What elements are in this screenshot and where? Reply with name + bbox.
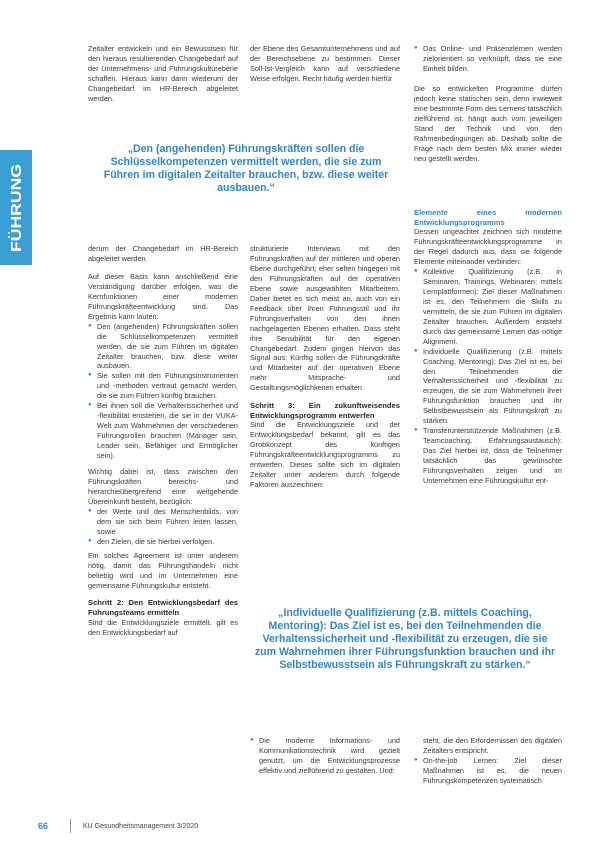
pull-quote-2: „Individuelle Qualifizierung (z.B. mittels Coaching, Mentoring): Das Ziel ist es, bei den Teilnehmenden die Verhaltenssicherheit und -flexibilität zu erzeugen, die sie zum Wahrnehmen ihrer Führungsfunktion brauchen und ihr Selbstbewusstsein als Führungskraft zu stärken.“ — [254, 607, 556, 671]
col1-continued: derum der Changebedarf im HR-Bereich abgeleitet werden. — [88, 244, 238, 263]
top-col2-text: der Ebene des Gesamtunternehmens und auf der Bereichsebene zu bestimmen. Dieser Soll-Ist-Vergleich kann auf verschiedene Weise erfolgen. Recht häufig werden hierfür — [250, 44, 400, 83]
top-col3-bullet: ● Das Online- und Präsenzlernen werden zielorientiert so verknüpft, dass sie eine Einheit bilden. — [414, 44, 562, 74]
col2-paragraph-1: strukturierte Interviews mit den Führungskräften auf der mittleren und oberen Ebene durchgeführt; eher selten hingegen mit den Führungskräften auf der operativen Ebene sowie ausgewählten Mitarbeitern. Daher bietet es sich meist an, auch von ein Feedback über ihren Führungsstil und ihr Führungsverhalten von den ihnen nachgelagerten Ebenen erhalten. Dass steht ihre Sensibilität für den eigenen Changebedarf. Zudem gingen hiervon das Signal aus: Künftig sollen die Führungskräfte und Mitarbeiter auf der operativen Ebene mehr Mitsprache- und Gestaltungsmöglichkeiten erhalten. — [250, 244, 400, 393]
col3-bullet: ● Kollektive Qualifizierung (z.B. in Seminaren, Trainings, Webinaren; mittels Lernplattformen): Ziel dieser Maßnahmen ist es, den Teilnehmern die Skills zu vermitteln, die sie zum Führen im digitalen Zeitalter brauchen. Außerdem entsteht durch das gemeinsame Lernen das nötige Alignment. — [414, 267, 562, 347]
col1-heading-step2: Schritt 2: Den Entwicklungsbedarf des Führungsteams ermitteln — [88, 598, 238, 618]
column-3-bottom — [414, 736, 562, 790]
pull-quote-1: „Den (angehenden) Führungskräften sollen die Schlüsselkompetenzen vermittelt werden, die sie zum Führen im digitalen Zeitalter brauchen, bzw. diese weiter ausbauen.“ — [103, 143, 389, 194]
top-column-2 — [250, 44, 400, 84]
top-col1-text: Zeitalter entwickeln und ein Bewusstsein für den hieraus resultierenden Changebedarf auf der Unternehmens- und Führungskulturebene schaffen. Hieraus kann dann wiederum der Changebedarf im HR-Bereich abgeleitet werden. — [88, 44, 238, 103]
top-column-1 — [88, 44, 238, 103]
col1-bullets-2 — [88, 507, 238, 547]
col3-bullet: ● Transferunterstützende Maßnahmen (z.B. Teamcoaching, Erfahrungsaustausch): Das Ziel hierbei ist, dass die Teilnehmer tatsächlich das gewünschte Führungsverhalten zeigen und im Unternehmen eine Führungskultur ent- — [414, 426, 562, 486]
top-column-3 — [414, 44, 562, 171]
col1-bullet: ● den Zielen, die sie hierbei verfolgen. — [88, 537, 238, 547]
col3-bottom-bullet: ● On-the-job Lernen: Ziel dieser Maßnahmen ist es, die neuen Führungskompetenzen systematisch — [414, 756, 562, 786]
col2-bullet: ● Die moderne Informations- und Kommunikationstechnik wird gezielt genutzt, um die Entwicklungsprozesse effektiv und zielführend zu gestalten. Und: — [250, 736, 400, 776]
col2-bullets — [250, 736, 400, 776]
col3-bottom-bullets — [414, 756, 562, 786]
col2-paragraph-2: Sind die Entwicklungsziele und der Entwicklungsbedarf bekannt, gilt es das Grobkonzept des künftigen Führungskräfteentwicklungsprogramms zu entwerfen. Dieses sollte sich im digitalen Zeitalter unter anderem durch folgende Faktoren auszeichnen: — [250, 420, 400, 490]
footer-divider — [70, 819, 71, 833]
col1-paragraph-2: Wichtig dabei ist, dass zwischen den Führungskräften bereichs- und hierarchieübergreifend eine weitgehende Übereinkunft besteht, bezüglich: — [88, 467, 238, 506]
column-2-bottom — [250, 736, 400, 780]
col1-bullet: ● Sie sollen mit den Führungsinstrumenten und -methoden vertraut gemacht werden, die sie zum Führen künftig brauchen. — [88, 371, 238, 401]
col1-bullet: ● Bei ihnen soll die Verhaltenssicherheit und -flexibilität entstehen, die sie in der VUKA-Welt zum Wahrnehmen der verschiedenen Führungsrollen brauchen (Manager sein, Leader sein, Befähiger und Ermöglicher sein). — [88, 401, 238, 461]
col1-paragraph-3: Ein solches Agreement ist unter anderem nötig, damit das Führungshandeln nicht beliebig wird und im Unternehmen eine gemeinsame Führungskultur entsteht. — [88, 550, 238, 590]
col3-bullets — [414, 267, 562, 486]
magazine-title: KU Gesundheitsmanagement 3/2020 — [83, 823, 199, 830]
col3-bottom-paragraph: steht, die den Erfordernissen des digitalen Zeitalters entspricht. — [423, 736, 562, 755]
column-1 — [88, 244, 238, 646]
top-col3-bullets — [414, 44, 562, 74]
col1-paragraph-1: Auf dieser Basis kann anschließend eine Verständigung darüber erfolgen, was die Kernfunktionen einer modernen Führungskräfteentwicklung sind. Das Ergebnis kann lauten: — [88, 271, 238, 321]
section-label-text: FÜHRUNG — [8, 177, 25, 252]
col2-heading-step3: Schritt 3: Ein zukunftweisendes Entwicklungsprogramm entwerfen — [250, 401, 400, 420]
col3-paragraph-1: Dessen ungeachtet zeichnen sich moderne Führungskräfteentwicklungsprogramme in der Regel dadurch aus, dass sie folgende Elemente miteinander verbinden: — [414, 227, 562, 267]
col3-bullet: ● Individuelle Qualifizierung (z.B. mittels Coaching, Mentoring): Das Ziel ist es, bei den Teilnehmenden die Verhaltenssicherheit und -flexibilität zu erzeugen, die sie zum Wahrnehmen ihrer Führungsfunktion brauchen und ihr Selbstbewusstsein als Führungskraft zu stärken. — [414, 347, 562, 427]
page-number: 66 — [38, 821, 49, 831]
col1-bullets-1 — [88, 322, 238, 461]
col3-heading-elements: Elemente eines modernen Entwicklungsprogramms — [414, 208, 562, 227]
col1-bullet: ● Den (angehenden) Führungskräften sollen die Schlüsselkompetenzen vermittelt werden, die sie zum Führen im digitalen Zeitalter brauchen, bzw. diese weiter ausbauen. — [88, 322, 238, 372]
top-col3-paragraph: Die so entwickelten Programme dürfen jedoch keine statischen sein, denn inwieweit eine bestimmte Form des Lernens tatsächlich zielführend ist, hängt auch vom jeweiligen Stand der Technik und von den Rahmenbedingungen ab. Deshalb sollte die Frage nach dem besten Mix immer wieder neu gestellt werden. — [414, 83, 562, 163]
col1-paragraph-4: Sind die Entwicklungsziele ermittelt, gilt es den Entwicklungsbedarf auf — [88, 617, 238, 637]
section-label — [4, 162, 28, 254]
column-3 — [414, 208, 562, 490]
column-2 — [250, 244, 400, 498]
col1-bullet: ● der Werte und des Menschenbilds, von dem sie sich beim Führen leiten lassen, sowie — [88, 507, 238, 537]
